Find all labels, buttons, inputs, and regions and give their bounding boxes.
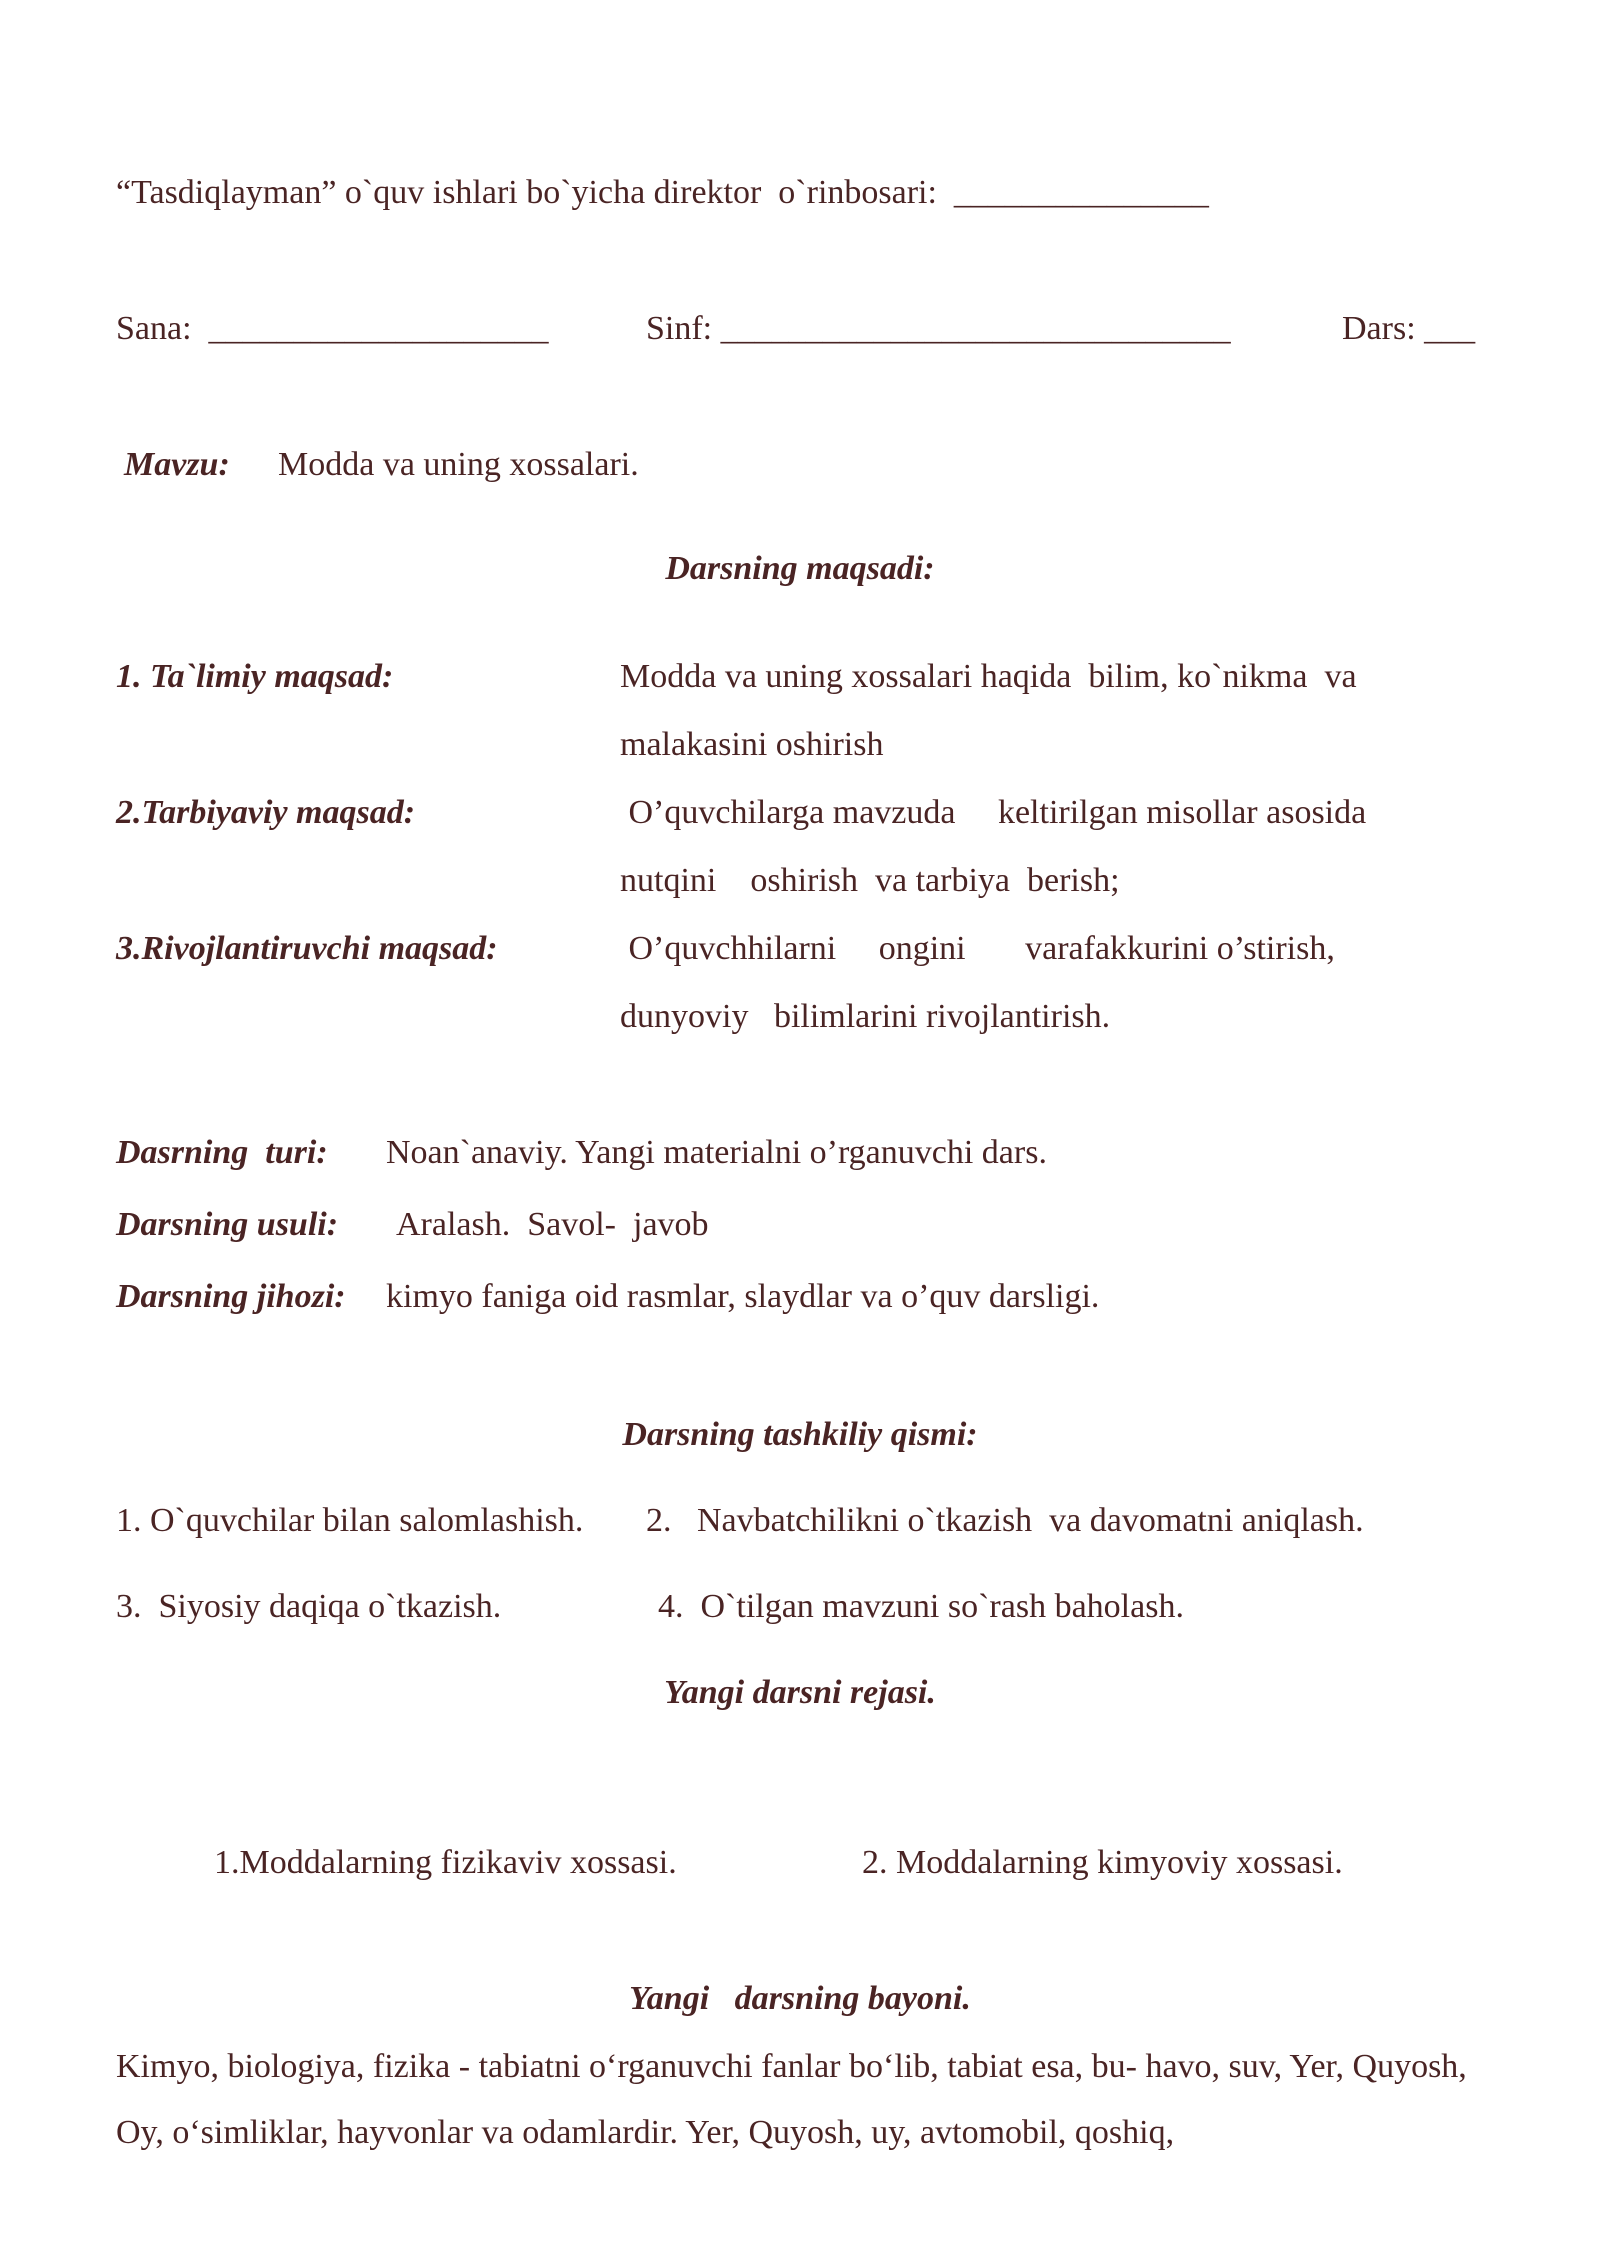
goal-text-upbringing-line2: nutqini oshirish va tarbiya berish;	[620, 862, 1120, 899]
exposition-paragraph: Kimyo, biologiya, fizika - tabiatni o‘rganuvchi fanlar bo‘lib, tabiat esa, bu- havo, suv, Yer, Quyosh, Oy, o‘simliklar, hayvonlar va odamlardir. Yer, Quyosh, uy, avtomobil, qoshiq,	[116, 2048, 1467, 2151]
organization-heading: Darsning tashkiliy qismi:	[622, 1416, 978, 1453]
plan-heading: Yangi darsni rejasi.	[664, 1674, 936, 1711]
goal-text-educational-line2: malakasini oshirish	[620, 726, 884, 763]
lesson-type-label: Dasrning turi:	[116, 1134, 328, 1171]
exposition-heading: Yangi darsning bayoni.	[629, 1980, 971, 2017]
plan-item-2: 2. Moddalarning kimyoviy xossasi.	[862, 1844, 1343, 1881]
goals-heading: Darsning maqsadi:	[665, 550, 935, 587]
organization-item-4: 4. O`tilgan mavzuni so`rash baholash.	[658, 1588, 1184, 1625]
lesson-method-label: Darsning usuli:	[116, 1206, 339, 1243]
date-field: Sana: ____________________	[116, 310, 549, 347]
goal-label-educational: 1. Ta`limiy maqsad:	[116, 658, 394, 695]
goal-text-developmental-line1: O’quvchhilarni ongini varafakkurini o’stirish,	[620, 930, 1335, 967]
topic-value: Modda va uning xossalari.	[278, 446, 639, 483]
plan-item-1: 1.Moddalarning fizikaviv xossasi.	[214, 1844, 677, 1881]
organization-item-2: 2. Navbatchilikni o`tkazish va davomatni aniqlash.	[646, 1502, 1364, 1539]
goal-label-upbringing: 2.Tarbiyaviy maqsad:	[116, 794, 416, 831]
lesson-number-field: Dars: ___	[1342, 310, 1476, 347]
lesson-equipment-label: Darsning jihozi:	[116, 1278, 346, 1315]
class-field: Sinf: ______________________________	[646, 310, 1231, 347]
approval-line: “Tasdiqlayman” o`quv ishlari bo`yicha direktor o`rinbosari: _______________	[116, 174, 1209, 211]
lesson-type-value: Noan`anaviy. Yangi materialni o’rganuvchi dars.	[386, 1134, 1047, 1171]
organization-item-3: 3. Siyosiy daqiqa o`tkazish.	[116, 1588, 502, 1625]
lesson-equipment-value: kimyo faniga oid rasmlar, slaydlar va o’quv darsligi.	[386, 1278, 1100, 1315]
topic-label: Mavzu:	[124, 446, 230, 483]
goal-text-upbringing-line1: O’quvchilarga mavzuda keltirilgan misollar asosida	[620, 794, 1367, 831]
goal-text-developmental-line2: dunyoviy bilimlarini rivojlantirish.	[620, 998, 1111, 1035]
organization-item-1: 1. O`quvchilar bilan salomlashish.	[116, 1502, 584, 1539]
goal-label-developmental: 3.Rivojlantiruvchi maqsad:	[116, 930, 498, 967]
goal-text-educational-line1: Modda va uning xossalari haqida bilim, ko`nikma va	[620, 658, 1357, 695]
lesson-method-value: Aralash. Savol- javob	[396, 1206, 709, 1243]
